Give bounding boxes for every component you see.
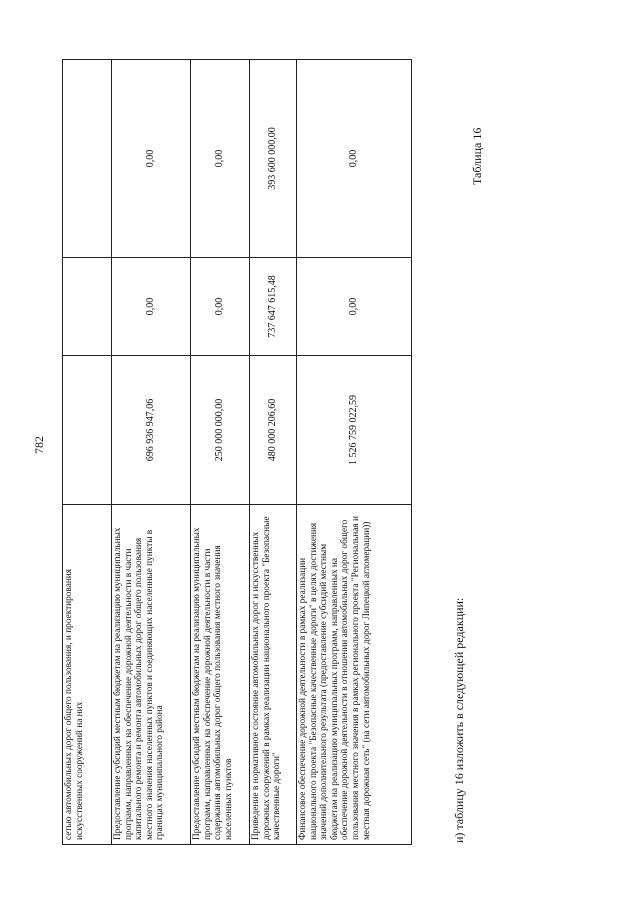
row-value-2 — [63, 258, 112, 356]
table-caption: Таблица 16 — [470, 127, 484, 185]
row-value-2: 0,00 — [297, 258, 412, 356]
row-description: Приведение в нормативное состояние автомобильных дорог и искусственных дорожных сооружений в рамках реализации национального проекта "Безопасные качественные дороги" — [250, 505, 297, 845]
table-row — [112, 60, 191, 845]
table-row — [297, 60, 412, 845]
row-value-1: 480 000 206,60 — [250, 356, 297, 505]
row-value-3: 0,00 — [297, 60, 412, 258]
row-value-2: 0,00 — [191, 258, 250, 356]
row-description: Финансовое обеспечение дорожной деятельности в рамках реализации национального проекта "Безопасные качественные дороги" в целях достижения значений дополнительного результата (предоставление субсидий местным бюджетам на реализацию муниципальных программ, направленных на обеспечение дорожной деятельности в отношении автомобильных дорог общего пользования местного значения в рамках регионального проекта "Региональная и местная дорожная сеть" (на сети автомобильных дорог Липецкой агломерации)) — [297, 505, 412, 845]
page-number: 782 — [32, 436, 46, 454]
row-value-1 — [63, 356, 112, 505]
row-value-2: 737 647 615,48 — [250, 258, 297, 356]
row-value-3 — [63, 60, 112, 258]
row-value-3: 0,00 — [112, 60, 191, 258]
row-value-2: 0,00 — [112, 258, 191, 356]
table-row — [250, 60, 297, 845]
budget-table — [62, 59, 412, 845]
amendment-instruction: и) таблицу 16 изложить в следующей редакции: — [452, 597, 466, 843]
row-value-1: 696 936 947,06 — [112, 356, 191, 505]
row-description: Предоставление субсидий местным бюджетам на реализацию муниципальных программ, направленных на обеспечение дорожной деятельности в части содержания автомобильных дорог общего пользования местного значения населенных пунктов — [191, 505, 250, 845]
table-row — [63, 60, 112, 845]
row-value-3: 393 600 000,00 — [250, 60, 297, 258]
row-value-1: 1 526 759 022,59 — [297, 356, 412, 505]
row-description: сетью автомобильных дорог общего пользования, и проектирования искусственных сооружений на них — [63, 505, 112, 845]
row-value-3: 0,00 — [191, 60, 250, 258]
row-value-1: 250 000 000,00 — [191, 356, 250, 505]
table-row — [191, 60, 250, 845]
row-description: Предоставление субсидий местным бюджетам на реализацию муниципальных программ, направленных на обеспечение дорожной деятельности в части капитального ремонта и ремонта автомобильных дорог общего пользования местного значения населенных пунктов и соединяющих населенные пункты в границах муниципального района — [112, 505, 191, 845]
